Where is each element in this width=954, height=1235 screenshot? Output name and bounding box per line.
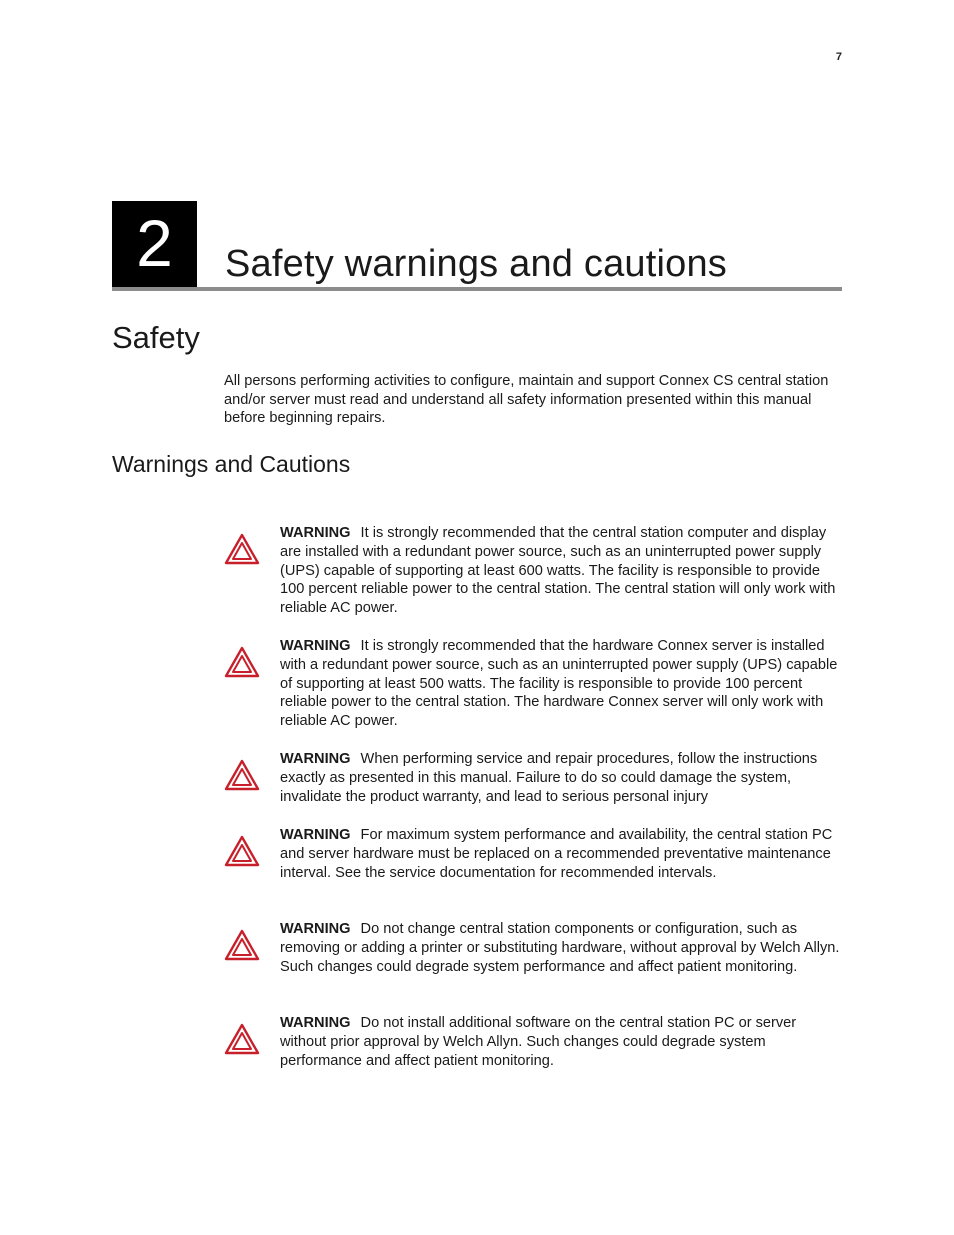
warning-triangle-icon (224, 929, 260, 961)
warning-body: When performing service and repair procedures, follow the instructions exactly as presented in this manual. Failure to do so could damage the system, invalidate the product warranty, and lead to serious personal injury (280, 751, 818, 805)
section-title: Safety (112, 320, 200, 355)
warning-body: Do not change central station components or configuration, such as removing or adding a printer or substituting hardware, without approval by Welch Allyn. Such changes could degrade system performance and affect patient monitoring. (280, 921, 840, 975)
warning-label: WARNING (280, 827, 351, 843)
warning-label: WARNING (280, 921, 351, 937)
warning-body: It is strongly recommended that the central station computer and display are installed with a redundant power source, such as an uninterrupted power supply (UPS) capable of supporting at least 600 watts. The facility is responsible to provide 100 percent reliable power to the central station. The central station will only work with reliable AC power. (280, 525, 836, 617)
warning-body: For maximum system performance and availability, the central station PC and server hardware must be replaced on a recommended preventative maintenance interval. See the service documentation for recommended intervals. (280, 827, 833, 881)
warning-text (280, 1014, 842, 1070)
warning-triangle-icon (224, 533, 260, 565)
chapter-number-box: 2 (112, 201, 197, 288)
warning-triangle-icon (224, 835, 260, 867)
warning-text (280, 826, 842, 882)
warning-label: WARNING (280, 751, 351, 767)
warning-label: WARNING (280, 525, 351, 541)
warning-body: Do not install additional software on the central station PC or server without prior approval by Welch Allyn. Such changes could degrade system performance and affect patient monitoring. (280, 1015, 797, 1069)
warning-label: WARNING (280, 1015, 351, 1031)
subsection-title: Warnings and Cautions (112, 451, 351, 477)
warning-triangle-icon (224, 759, 260, 791)
warning-triangle-icon (224, 1023, 260, 1055)
warning-label: WARNING (280, 638, 351, 654)
warning-text (280, 920, 842, 976)
warning-text (280, 637, 842, 731)
chapter-title: Safety warnings and cautions (225, 243, 728, 285)
warning-triangle-icon (224, 646, 260, 678)
chapter-rule (112, 287, 842, 291)
page-number: 7 (835, 51, 842, 63)
warning-text (280, 524, 842, 618)
warning-text (280, 750, 842, 806)
warning-body: It is strongly recommended that the hardware Connex server is installed with a redundant power source, such as an uninterrupted power supply (UPS) capable of supporting at least 500 watts. The facility is responsible to provide 100 percent reliable power to the central station. The hardware Connex server will only work with reliable AC power. (280, 638, 838, 730)
section-intro: All persons performing activities to configure, maintain and support Connex CS central station and/or server must read and understand all safety information presented within this manual before beginning repairs. (224, 373, 829, 427)
